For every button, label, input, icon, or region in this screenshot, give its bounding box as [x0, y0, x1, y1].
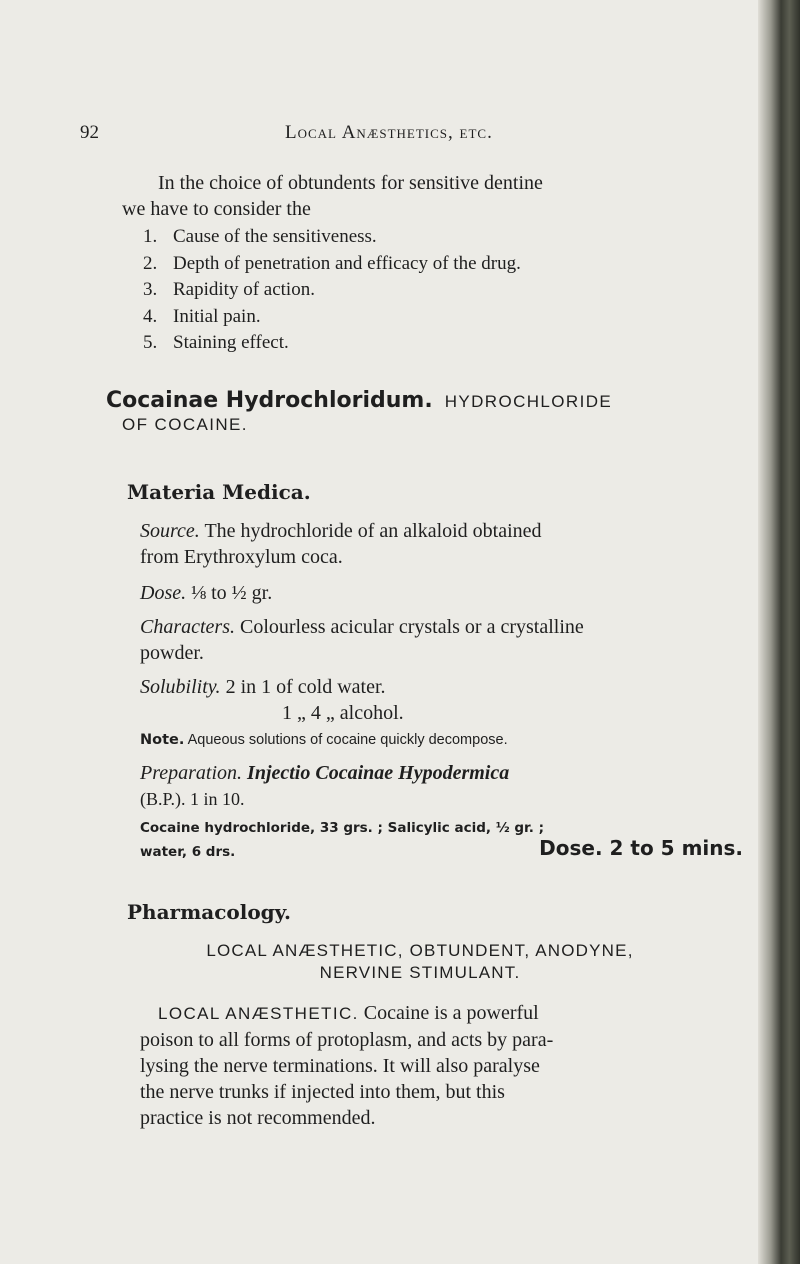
paragraph-line-2: poison to all forms of protoplasm, and acts by para-: [140, 1029, 554, 1051]
list-item: 4. Initial pain.: [143, 305, 261, 327]
paragraph-line-4: the nerve trunks if injected into them, but this: [140, 1081, 505, 1103]
recipe: [140, 816, 755, 864]
characters-line-1: Colourless acicular crystals or a crystalline: [240, 616, 584, 638]
preparation-label: Preparation.: [140, 762, 243, 784]
materia-medica-title: Materia Medica.: [127, 480, 311, 504]
list-item: 1. Cause of the sensitiveness.: [143, 226, 377, 247]
considerations-list: [143, 224, 521, 357]
drug-name: Cocainae Hydrochloridum.: [106, 388, 433, 413]
solubility-entry: [140, 674, 755, 726]
recipe-line-2: water, 6 drs.: [140, 844, 236, 860]
recipe-dose: Dose. 2 to 5 mins.: [539, 836, 743, 860]
dose-text: ⅛ to ½ gr.: [191, 582, 273, 604]
solubility-line-1: 2 in 1 of cold water.: [225, 676, 386, 698]
dose-label: Dose.: [140, 582, 187, 604]
intro-line-1: In the choice of obtundents for sensitive dentine: [158, 172, 543, 194]
paragraph-lead: LOCAL ANÆSTHETIC.: [158, 1004, 359, 1023]
preparation-entry: [140, 760, 755, 812]
characters-label: Characters.: [140, 616, 235, 638]
paragraph-line-3: lysing the nerve terminations. It will also paralyse: [140, 1055, 540, 1077]
pharmacology-actions: [140, 940, 700, 984]
intro-line-2: we have to consider the: [122, 198, 311, 220]
note-label: Note.: [140, 732, 185, 748]
preparation-line-2: (B.P.). 1 in 10.: [140, 789, 245, 809]
drug-subtitle-1: HYDROCHLORIDE: [444, 392, 613, 411]
intro-paragraph: [122, 170, 750, 222]
note-text: Aqueous solutions of cocaine quickly decompose.: [187, 732, 508, 748]
local-anaesthetic-paragraph: [140, 1000, 760, 1131]
source-entry: [140, 518, 755, 570]
list-item: 3. Rapidity of action.: [143, 279, 315, 300]
list-item: 2. Depth of penetration and efficacy of the drug.: [143, 252, 521, 274]
solubility-label: Solubility.: [140, 676, 221, 698]
dose-entry: [140, 580, 755, 606]
running-title: Local Anæsthetics, etc.: [285, 122, 493, 143]
page-edge-shadow: [758, 0, 800, 1264]
characters-entry: [140, 614, 755, 666]
preparation-title: Injectio Cocainae Hypodermica: [247, 762, 510, 784]
pharmacology-line-2: NERVINE STIMULANT.: [319, 963, 521, 982]
source-line-1: The hydrochloride of an alkaloid obtained: [204, 520, 542, 542]
page-number: 92: [80, 122, 99, 143]
pharmacology-title: Pharmacology.: [127, 900, 291, 924]
source-label: Source.: [140, 520, 200, 542]
pharmacology-line-1: LOCAL ANÆSTHETIC, OBTUNDENT, ANODYNE,: [206, 941, 634, 960]
source-line-2: from Erythroxylum coca.: [140, 546, 343, 568]
paragraph-line-5: practice is not recommended.: [140, 1107, 376, 1129]
running-header: [80, 122, 740, 152]
paragraph-line-1: LOCAL ANÆSTHETIC. Cocaine is a powerful: [158, 1002, 539, 1024]
solubility-line-2: 1 „ 4 „ alcohol.: [282, 702, 404, 724]
note-entry: [140, 732, 508, 748]
recipe-line-1: Cocaine hydrochloride, 33 grs. ; Salicylic acid, ½ gr. ;: [140, 820, 544, 836]
drug-subtitle-2: OF COCAINE.: [122, 415, 248, 434]
drug-heading: [106, 388, 756, 435]
characters-line-2: powder.: [140, 642, 204, 664]
list-item: 5. Staining effect.: [143, 332, 289, 353]
